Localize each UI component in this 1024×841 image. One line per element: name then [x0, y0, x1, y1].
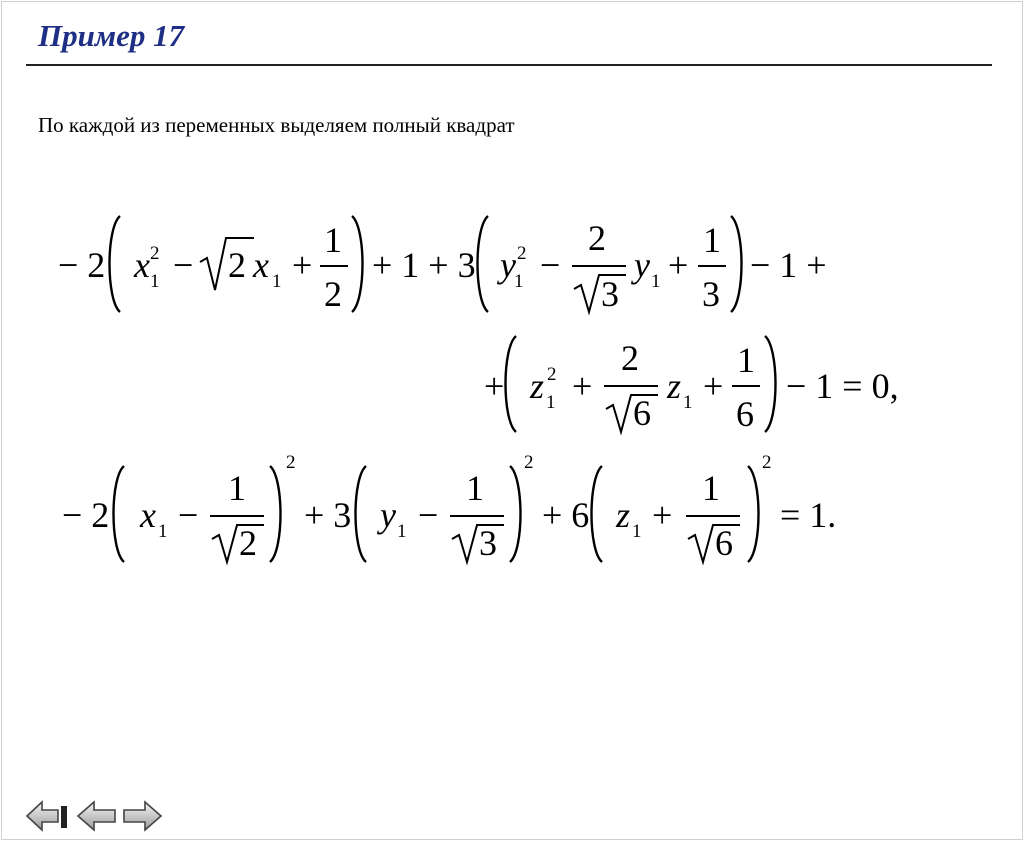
- svg-text:− 1 = 0,: − 1 = 0,: [786, 366, 899, 406]
- svg-text:1: 1: [683, 392, 693, 413]
- svg-text:−: −: [418, 495, 439, 535]
- arrow-left-bar-icon[interactable]: [24, 798, 70, 834]
- svg-text:+ 3: + 3: [304, 495, 352, 535]
- svg-text:+: +: [668, 245, 689, 285]
- svg-text:1: 1: [703, 220, 721, 260]
- svg-text:z: z: [667, 366, 682, 406]
- svg-text:z: z: [616, 495, 631, 535]
- svg-text:2: 2: [524, 452, 534, 473]
- slide-title: Пример 17: [38, 18, 185, 53]
- svg-text:= 1.: = 1.: [780, 495, 837, 535]
- svg-text:2: 2: [286, 452, 296, 473]
- svg-text:x: x: [134, 245, 150, 285]
- svg-text:6: 6: [715, 523, 733, 563]
- svg-text:+ 6: + 6: [542, 495, 590, 535]
- svg-text:+: +: [703, 366, 724, 406]
- arrow-left-icon[interactable]: [75, 798, 119, 834]
- svg-text:1: 1: [324, 220, 342, 260]
- svg-text:3: 3: [702, 274, 720, 314]
- svg-text:y: y: [634, 245, 650, 285]
- svg-text:y: y: [380, 495, 396, 535]
- equation-line-3: [62, 452, 836, 563]
- svg-text:+: +: [292, 245, 313, 285]
- svg-text:2: 2: [228, 245, 246, 285]
- svg-text:2: 2: [588, 218, 606, 258]
- svg-text:1: 1: [632, 521, 642, 542]
- svg-text:x: x: [253, 245, 269, 285]
- svg-text:1: 1: [272, 271, 282, 292]
- equation-line-2: [484, 336, 899, 434]
- svg-text:+: +: [484, 366, 505, 406]
- svg-text:2: 2: [762, 452, 772, 473]
- svg-text:1: 1: [702, 468, 720, 508]
- svg-text:− 1 +: − 1 +: [750, 245, 827, 285]
- svg-text:+: +: [572, 366, 593, 406]
- svg-text:2: 2: [239, 523, 257, 563]
- svg-text:1: 1: [228, 468, 246, 508]
- svg-text:−: −: [540, 245, 561, 285]
- svg-text:6: 6: [633, 393, 651, 433]
- svg-text:y: y: [500, 245, 516, 285]
- svg-text:− 2: − 2: [58, 245, 106, 285]
- svg-text:2: 2: [517, 243, 527, 264]
- svg-text:1: 1: [150, 271, 160, 292]
- svg-text:z: z: [530, 366, 545, 406]
- svg-text:2: 2: [621, 338, 639, 378]
- arrow-right-icon[interactable]: [120, 798, 164, 834]
- svg-text:x: x: [140, 495, 156, 535]
- svg-text:1: 1: [514, 271, 524, 292]
- svg-text:6: 6: [736, 394, 754, 434]
- svg-text:+: +: [652, 495, 673, 535]
- svg-text:−: −: [178, 495, 199, 535]
- equation-line-1: [58, 216, 827, 314]
- svg-text:+ 1 + 3: + 1 + 3: [372, 245, 476, 285]
- svg-text:2: 2: [547, 364, 557, 385]
- svg-text:3: 3: [601, 274, 619, 314]
- svg-text:2: 2: [150, 243, 160, 264]
- intro-text: По каждой из переменных выделяем полный квадрат: [38, 113, 515, 137]
- svg-text:3: 3: [479, 523, 497, 563]
- svg-text:1: 1: [546, 392, 556, 413]
- svg-text:1: 1: [397, 521, 407, 542]
- svg-text:1: 1: [158, 521, 168, 542]
- svg-text:1: 1: [651, 271, 661, 292]
- svg-text:2: 2: [324, 274, 342, 314]
- svg-text:− 2: − 2: [62, 495, 110, 535]
- svg-text:1: 1: [737, 340, 755, 380]
- svg-text:−: −: [173, 245, 194, 285]
- svg-text:1: 1: [466, 468, 484, 508]
